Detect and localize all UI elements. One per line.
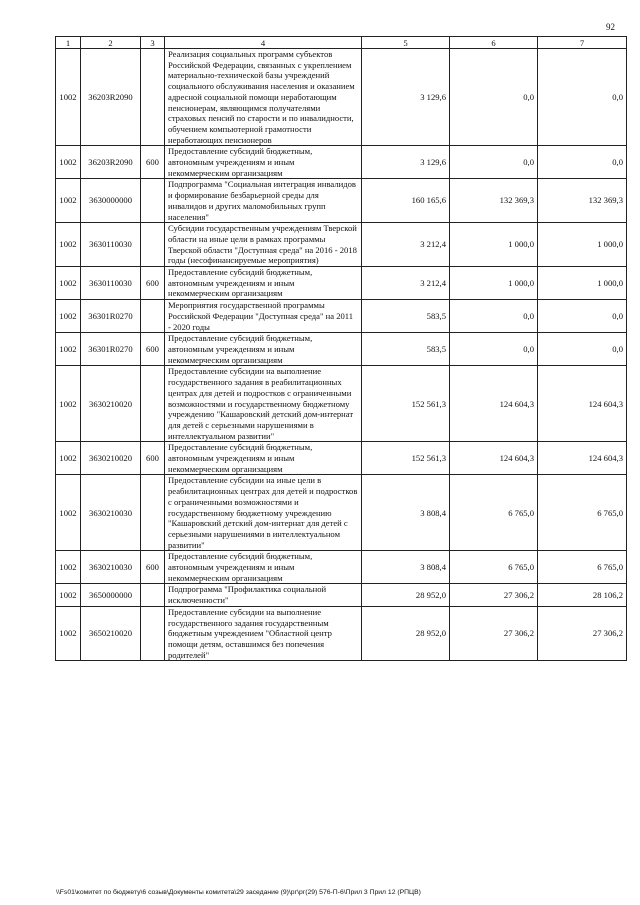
expense-type-code: 600 bbox=[141, 551, 165, 584]
amount-col6: 124 604,3 bbox=[450, 366, 538, 442]
amount-col6: 0,0 bbox=[450, 300, 538, 333]
amount-col7: 124 604,3 bbox=[538, 442, 627, 475]
target-article-code: 3630210020 bbox=[81, 366, 141, 442]
column-header: 3 bbox=[141, 37, 165, 49]
expense-type-code bbox=[141, 366, 165, 442]
column-header: 4 bbox=[165, 37, 362, 49]
amount-col7: 6 765,0 bbox=[538, 551, 627, 584]
amount-col7: 28 106,2 bbox=[538, 584, 627, 606]
amount-col7: 1 000,0 bbox=[538, 223, 627, 267]
section-code: 1002 bbox=[56, 551, 81, 584]
item-name: Предоставление субсидий бюджетным, автономным учреждениям и иным некоммерческим организациям bbox=[165, 442, 362, 475]
amount-col6: 124 604,3 bbox=[450, 442, 538, 475]
column-header: 7 bbox=[538, 37, 627, 49]
expense-type-code: 600 bbox=[141, 442, 165, 475]
target-article-code: 3630000000 bbox=[81, 179, 141, 223]
expense-type-code bbox=[141, 584, 165, 606]
amount-col6: 0,0 bbox=[450, 146, 538, 179]
target-article-code: 3630210030 bbox=[81, 551, 141, 584]
amount-col5: 3 129,6 bbox=[362, 146, 450, 179]
item-name: Предоставление субсидий бюджетным, автономным учреждениям и иным некоммерческим организациям bbox=[165, 551, 362, 584]
amount-col5: 583,5 bbox=[362, 333, 450, 366]
target-article-code: 36203R2090 bbox=[81, 49, 141, 146]
amount-col6: 1 000,0 bbox=[450, 267, 538, 300]
expense-type-code bbox=[141, 223, 165, 267]
amount-col6: 27 306,2 bbox=[450, 584, 538, 606]
table-row bbox=[56, 300, 627, 333]
table-row bbox=[56, 179, 627, 223]
table-row bbox=[56, 333, 627, 366]
file-path-footer: \\Fs01\комитет по бюджету\6 созыв\Документы комитета\29 заседание (9)\рг\рг(29) 576-П-6\Прил 3 Прил 12 (РПЦВ) bbox=[56, 889, 421, 896]
item-name: Мероприятия государственной программы Российской Федерации "Доступная среда" на 2011 - 2020 годы bbox=[165, 300, 362, 333]
target-article-code: 3630210020 bbox=[81, 442, 141, 475]
expense-type-code bbox=[141, 179, 165, 223]
page-number: 92 bbox=[606, 22, 615, 32]
table-row bbox=[56, 606, 627, 661]
table-row bbox=[56, 223, 627, 267]
section-code: 1002 bbox=[56, 179, 81, 223]
expense-type-code bbox=[141, 300, 165, 333]
amount-col5: 28 952,0 bbox=[362, 606, 450, 661]
expense-type-code: 600 bbox=[141, 333, 165, 366]
amount-col6: 132 369,3 bbox=[450, 179, 538, 223]
section-code: 1002 bbox=[56, 475, 81, 551]
amount-col6: 0,0 bbox=[450, 333, 538, 366]
expense-type-code: 600 bbox=[141, 267, 165, 300]
expense-type-code bbox=[141, 475, 165, 551]
amount-col5: 152 561,3 bbox=[362, 442, 450, 475]
table-row bbox=[56, 49, 627, 146]
amount-col7: 0,0 bbox=[538, 146, 627, 179]
target-article-code: 36301R0270 bbox=[81, 333, 141, 366]
target-article-code: 3650000000 bbox=[81, 584, 141, 606]
target-article-code: 3630110030 bbox=[81, 267, 141, 300]
column-header: 1 bbox=[56, 37, 81, 49]
expense-type-code bbox=[141, 606, 165, 661]
column-header: 5 bbox=[362, 37, 450, 49]
amount-col5: 3 808,4 bbox=[362, 551, 450, 584]
amount-col5: 3 808,4 bbox=[362, 475, 450, 551]
amount-col5: 160 165,6 bbox=[362, 179, 450, 223]
section-code: 1002 bbox=[56, 146, 81, 179]
target-article-code: 36203R2090 bbox=[81, 146, 141, 179]
amount-col7: 0,0 bbox=[538, 49, 627, 146]
column-number-row bbox=[56, 37, 627, 49]
section-code: 1002 bbox=[56, 223, 81, 267]
amount-col5: 3 129,6 bbox=[362, 49, 450, 146]
amount-col6: 27 306,2 bbox=[450, 606, 538, 661]
item-name: Подпрограмма "Социальная интеграция инвалидов и формирование безбарьерной среды для инвалидов и других маломобильных групп населения" bbox=[165, 179, 362, 223]
amount-col6: 6 765,0 bbox=[450, 551, 538, 584]
column-header: 2 bbox=[81, 37, 141, 49]
table-row bbox=[56, 551, 627, 584]
item-name: Предоставление субсидий бюджетным, автономным учреждениям и иным некоммерческим организациям bbox=[165, 333, 362, 366]
table-row bbox=[56, 366, 627, 442]
section-code: 1002 bbox=[56, 606, 81, 661]
amount-col7: 132 369,3 bbox=[538, 179, 627, 223]
amount-col7: 1 000,0 bbox=[538, 267, 627, 300]
section-code: 1002 bbox=[56, 584, 81, 606]
amount-col7: 6 765,0 bbox=[538, 475, 627, 551]
item-name: Реализация социальных программ субъектов Российской Федерации, связанных с укреплением материально-технической базы учреждений социального обслуживания населения и оказанием адресной социальной помощи неработающим пенсионерам, являющимся получателями страховых пенсий по старости и по инвалидности, обучением компьютерной грамотности неработающих пенсионеров bbox=[165, 49, 362, 146]
amount-col6: 0,0 bbox=[450, 49, 538, 146]
amount-col5: 3 212,4 bbox=[362, 267, 450, 300]
table-row bbox=[56, 584, 627, 606]
target-article-code: 3630210030 bbox=[81, 475, 141, 551]
item-name: Предоставление субсидий бюджетным, автономным учреждениям и иным некоммерческим организациям bbox=[165, 267, 362, 300]
budget-table bbox=[55, 36, 627, 661]
expense-type-code: 600 bbox=[141, 146, 165, 179]
table-row bbox=[56, 146, 627, 179]
target-article-code: 3630110030 bbox=[81, 223, 141, 267]
amount-col7: 0,0 bbox=[538, 333, 627, 366]
item-name: Предоставление субсидии на иные цели в реабилитационных центрах для детей и подростков с ограниченными возможностями и государственному бюджетному учреждению "Кашаровский детский дом-интернат для детей с серьезными нарушениями в интеллектуальном развитии" bbox=[165, 475, 362, 551]
item-name: Субсидии государственным учреждениям Тверской области на иные цели в рамках программы Тверской области "Доступная среда" на 2016 - 2018 годы (несофинансируемые мероприятия) bbox=[165, 223, 362, 267]
amount-col5: 152 561,3 bbox=[362, 366, 450, 442]
table-row bbox=[56, 475, 627, 551]
section-code: 1002 bbox=[56, 300, 81, 333]
amount-col5: 583,5 bbox=[362, 300, 450, 333]
amount-col7: 27 306,2 bbox=[538, 606, 627, 661]
item-name: Предоставление субсидий бюджетным, автономным учреждениям и иным некоммерческим организациям bbox=[165, 146, 362, 179]
section-code: 1002 bbox=[56, 49, 81, 146]
section-code: 1002 bbox=[56, 442, 81, 475]
table-row bbox=[56, 267, 627, 300]
amount-col5: 28 952,0 bbox=[362, 584, 450, 606]
amount-col6: 6 765,0 bbox=[450, 475, 538, 551]
item-name: Предоставление субсидии на выполнение государственного задания государственным бюджетным учреждением "Областной центр помощи детям, оставшимся без попечения родителей" bbox=[165, 606, 362, 661]
amount-col5: 3 212,4 bbox=[362, 223, 450, 267]
section-code: 1002 bbox=[56, 267, 81, 300]
section-code: 1002 bbox=[56, 333, 81, 366]
amount-col7: 124 604,3 bbox=[538, 366, 627, 442]
item-name: Предоставление субсидии на выполнение государственного задания в реабилитационных центрах для детей и подростков с ограниченными возможностями и государственному бюджетному учреждению "Кашаровский детский дом-интернат для детей с серьезными нарушениями в интеллектуальном развитии" bbox=[165, 366, 362, 442]
amount-col7: 0,0 bbox=[538, 300, 627, 333]
item-name: Подпрограмма "Профилактика социальной исключенности" bbox=[165, 584, 362, 606]
amount-col6: 1 000,0 bbox=[450, 223, 538, 267]
expense-type-code bbox=[141, 49, 165, 146]
column-header: 6 bbox=[450, 37, 538, 49]
table-row bbox=[56, 442, 627, 475]
section-code: 1002 bbox=[56, 366, 81, 442]
target-article-code: 36301R0270 bbox=[81, 300, 141, 333]
target-article-code: 3650210020 bbox=[81, 606, 141, 661]
